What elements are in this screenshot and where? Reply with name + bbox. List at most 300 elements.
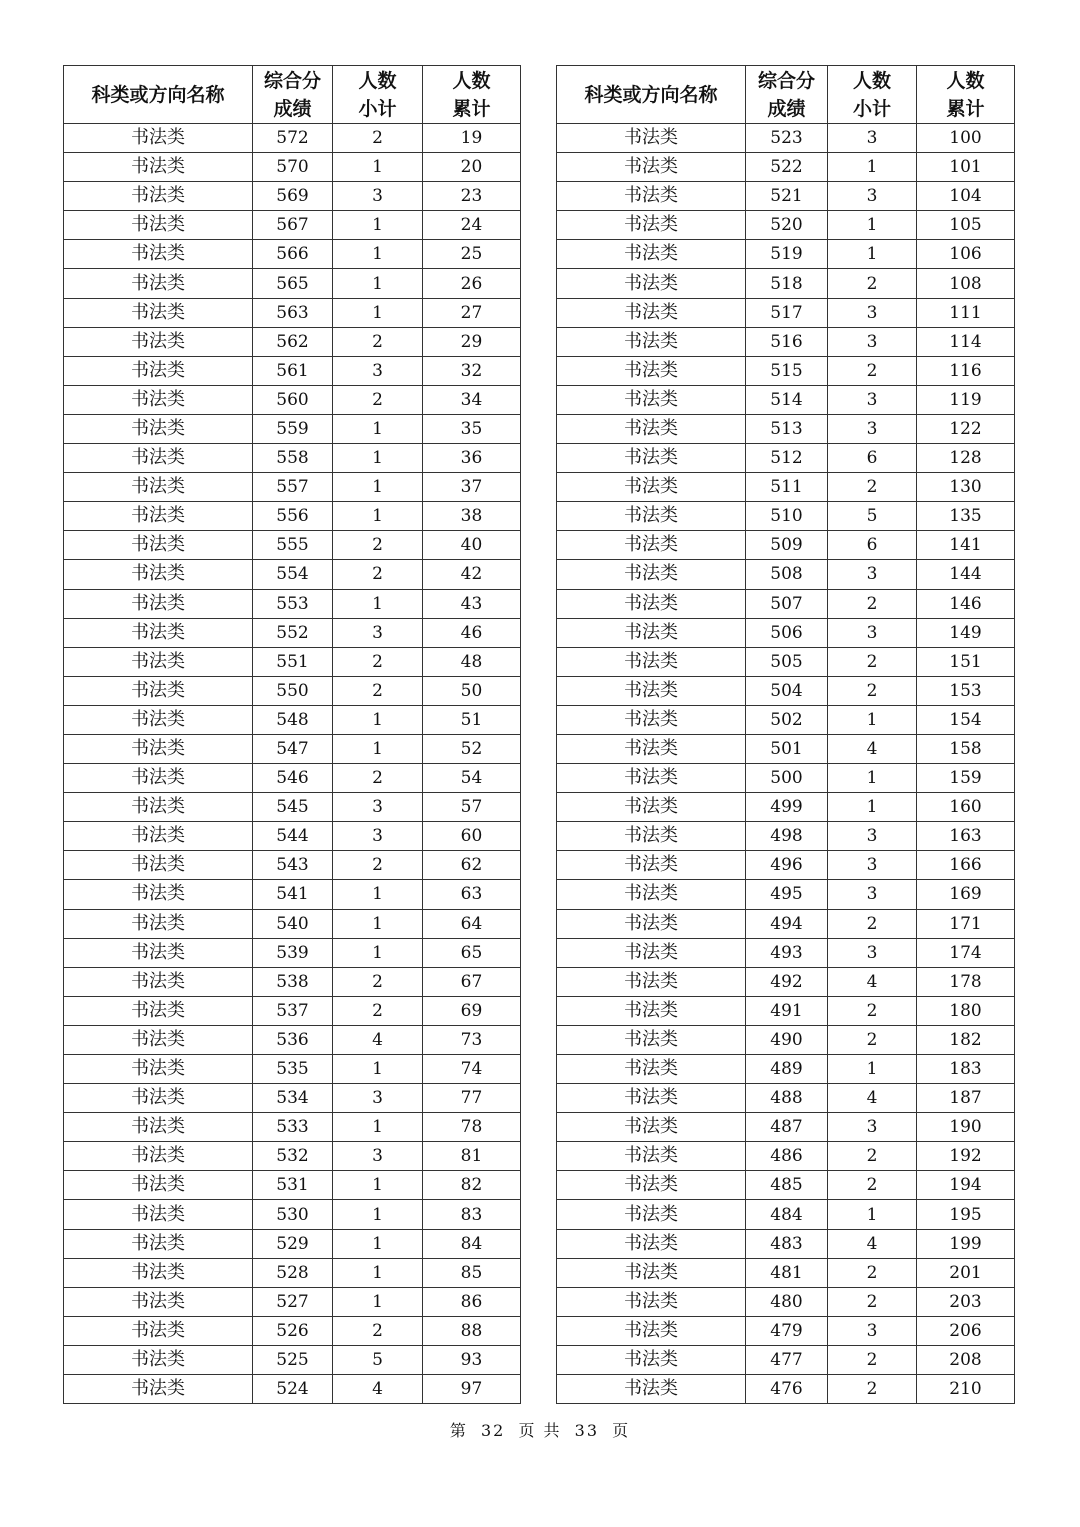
table-row [64, 560, 521, 589]
cell-count: 1 [333, 502, 423, 531]
cell-count: 3 [333, 1142, 423, 1171]
cell-category-name: 书法类 [557, 793, 746, 822]
cell-cumulative: 208 [917, 1345, 1015, 1374]
cell-count: 6 [828, 444, 917, 473]
table-row [557, 298, 1015, 327]
header-cumulative: 人数 累计 [423, 66, 521, 124]
table-row [557, 734, 1015, 763]
cell-category-name: 书法类 [64, 269, 253, 298]
table-row [64, 1258, 521, 1287]
table-row [557, 909, 1015, 938]
cell-count: 2 [333, 647, 423, 676]
cell-category-name: 书法类 [557, 560, 746, 589]
cell-count: 3 [333, 1084, 423, 1113]
cell-count: 4 [333, 1025, 423, 1054]
cell-cumulative: 114 [917, 327, 1015, 356]
cell-score: 513 [746, 414, 828, 443]
cell-count: 1 [333, 153, 423, 182]
cell-category-name: 书法类 [64, 1025, 253, 1054]
cell-category-name: 书法类 [64, 1287, 253, 1316]
cell-category-name: 书法类 [557, 356, 746, 385]
cell-score: 487 [746, 1113, 828, 1142]
cell-category-name: 书法类 [557, 764, 746, 793]
cell-count: 2 [828, 676, 917, 705]
cell-cumulative: 190 [917, 1113, 1015, 1142]
cell-cumulative: 116 [917, 356, 1015, 385]
cell-count: 1 [333, 880, 423, 909]
table-row [557, 589, 1015, 618]
cell-count: 1 [333, 444, 423, 473]
cell-count: 2 [828, 996, 917, 1025]
page-footer [0, 1418, 1080, 1441]
header-category-name: 科类或方向名称 [557, 66, 746, 124]
cell-category-name: 书法类 [64, 589, 253, 618]
cell-cumulative: 100 [917, 124, 1015, 153]
footer-page-number: 32 [481, 1421, 506, 1440]
header-count: 人数 小计 [333, 66, 423, 124]
cell-count: 2 [333, 124, 423, 153]
footer-total-pages: 33 [574, 1421, 599, 1440]
cell-cumulative: 194 [917, 1171, 1015, 1200]
table-row [557, 1171, 1015, 1200]
cell-category-name: 书法类 [557, 1200, 746, 1229]
table-row [64, 676, 521, 705]
cell-category-name: 书法类 [64, 1375, 253, 1404]
cell-cumulative: 60 [423, 822, 521, 851]
cell-count: 2 [333, 531, 423, 560]
cell-cumulative: 149 [917, 618, 1015, 647]
cell-category-name: 书法类 [557, 1142, 746, 1171]
cell-cumulative: 40 [423, 531, 521, 560]
cell-score: 509 [746, 531, 828, 560]
cell-category-name: 书法类 [557, 1229, 746, 1258]
cell-score: 525 [253, 1345, 333, 1374]
cell-count: 1 [828, 211, 917, 240]
cell-count: 3 [828, 1113, 917, 1142]
table-row [557, 182, 1015, 211]
cell-score: 520 [746, 211, 828, 240]
cell-score: 489 [746, 1055, 828, 1084]
cell-cumulative: 154 [917, 705, 1015, 734]
cell-category-name: 书法类 [557, 676, 746, 705]
table-row [557, 124, 1015, 153]
cell-count: 4 [828, 1229, 917, 1258]
cell-count: 1 [333, 909, 423, 938]
cell-cumulative: 151 [917, 647, 1015, 676]
cell-category-name: 书法类 [557, 996, 746, 1025]
cell-count: 5 [333, 1345, 423, 1374]
cell-category-name: 书法类 [64, 1055, 253, 1084]
cell-score: 527 [253, 1287, 333, 1316]
table-row [557, 647, 1015, 676]
cell-score: 555 [253, 531, 333, 560]
cell-cumulative: 171 [917, 909, 1015, 938]
cell-cumulative: 48 [423, 647, 521, 676]
cell-score: 521 [746, 182, 828, 211]
table-row [64, 473, 521, 502]
cell-score: 480 [746, 1287, 828, 1316]
cell-score: 517 [746, 298, 828, 327]
table-row [64, 1345, 521, 1374]
cell-score: 523 [746, 124, 828, 153]
cell-category-name: 书法类 [64, 938, 253, 967]
cell-cumulative: 153 [917, 676, 1015, 705]
cell-score: 553 [253, 589, 333, 618]
cell-score: 560 [253, 385, 333, 414]
cell-score: 554 [253, 560, 333, 589]
cell-category-name: 书法类 [64, 647, 253, 676]
cell-score: 505 [746, 647, 828, 676]
cell-score: 479 [746, 1316, 828, 1345]
cell-count: 1 [828, 1200, 917, 1229]
table-row [64, 1142, 521, 1171]
cell-category-name: 书法类 [64, 502, 253, 531]
cell-score: 540 [253, 909, 333, 938]
footer-mid: 页 共 [518, 1421, 562, 1440]
cell-score: 528 [253, 1258, 333, 1287]
cell-category-name: 书法类 [64, 909, 253, 938]
cell-count: 1 [333, 414, 423, 443]
cell-cumulative: 160 [917, 793, 1015, 822]
cell-category-name: 书法类 [64, 618, 253, 647]
cell-cumulative: 50 [423, 676, 521, 705]
cell-count: 2 [828, 1287, 917, 1316]
cell-count: 2 [828, 356, 917, 385]
cell-category-name: 书法类 [64, 822, 253, 851]
cell-cumulative: 206 [917, 1316, 1015, 1345]
cell-count: 2 [333, 676, 423, 705]
cell-score: 569 [253, 182, 333, 211]
cell-score: 501 [746, 734, 828, 763]
table-row [557, 531, 1015, 560]
table-row [557, 385, 1015, 414]
cell-category-name: 书法类 [557, 589, 746, 618]
cell-cumulative: 111 [917, 298, 1015, 327]
cell-category-name: 书法类 [557, 385, 746, 414]
cell-category-name: 书法类 [64, 705, 253, 734]
cell-cumulative: 174 [917, 938, 1015, 967]
cell-count: 5 [828, 502, 917, 531]
cell-category-name: 书法类 [64, 473, 253, 502]
cell-score: 534 [253, 1084, 333, 1113]
cell-score: 477 [746, 1345, 828, 1374]
table-row [557, 1229, 1015, 1258]
table-row [557, 1113, 1015, 1142]
cell-category-name: 书法类 [557, 502, 746, 531]
cell-count: 1 [828, 1055, 917, 1084]
cell-cumulative: 52 [423, 734, 521, 763]
cell-category-name: 书法类 [557, 473, 746, 502]
cell-score: 495 [746, 880, 828, 909]
cell-count: 1 [828, 153, 917, 182]
cell-cumulative: 84 [423, 1229, 521, 1258]
cell-cumulative: 57 [423, 793, 521, 822]
cell-cumulative: 192 [917, 1142, 1015, 1171]
cell-count: 1 [333, 298, 423, 327]
cell-score: 515 [746, 356, 828, 385]
cell-score: 562 [253, 327, 333, 356]
cell-category-name: 书法类 [557, 880, 746, 909]
cell-count: 2 [828, 473, 917, 502]
table-row [64, 822, 521, 851]
cell-count: 1 [333, 1258, 423, 1287]
cell-category-name: 书法类 [64, 1316, 253, 1345]
cell-score: 561 [253, 356, 333, 385]
cell-category-name: 书法类 [557, 1345, 746, 1374]
cell-score: 490 [746, 1025, 828, 1054]
table-row [64, 938, 521, 967]
cell-count: 3 [333, 822, 423, 851]
table-row [64, 444, 521, 473]
table-row [557, 705, 1015, 734]
cell-score: 556 [253, 502, 333, 531]
cell-category-name: 书法类 [64, 1258, 253, 1287]
cell-cumulative: 65 [423, 938, 521, 967]
footer-suffix: 页 [612, 1421, 631, 1440]
footer-prefix: 第 [449, 1421, 468, 1440]
cell-count: 1 [333, 473, 423, 502]
cell-cumulative: 101 [917, 153, 1015, 182]
cell-count: 3 [828, 560, 917, 589]
cell-count: 2 [828, 1345, 917, 1374]
table-row [64, 793, 521, 822]
cell-category-name: 书法类 [557, 124, 746, 153]
cell-cumulative: 146 [917, 589, 1015, 618]
cell-cumulative: 93 [423, 1345, 521, 1374]
table-row [64, 531, 521, 560]
cell-count: 1 [333, 1287, 423, 1316]
cell-category-name: 书法类 [64, 124, 253, 153]
cell-score: 538 [253, 967, 333, 996]
cell-score: 551 [253, 647, 333, 676]
table-header-row [64, 66, 521, 124]
table-row [557, 996, 1015, 1025]
cell-category-name: 书法类 [557, 1084, 746, 1113]
cell-count: 3 [828, 822, 917, 851]
cell-count: 4 [828, 967, 917, 996]
cell-cumulative: 51 [423, 705, 521, 734]
cell-count: 1 [333, 589, 423, 618]
cell-cumulative: 43 [423, 589, 521, 618]
cell-category-name: 书法类 [557, 1025, 746, 1054]
cell-cumulative: 54 [423, 764, 521, 793]
cell-score: 570 [253, 153, 333, 182]
cell-score: 504 [746, 676, 828, 705]
table-row [64, 240, 521, 269]
table-row [64, 502, 521, 531]
cell-category-name: 书法类 [64, 182, 253, 211]
cell-score: 516 [746, 327, 828, 356]
table-row [64, 647, 521, 676]
cell-cumulative: 67 [423, 967, 521, 996]
cell-category-name: 书法类 [64, 414, 253, 443]
header-score: 综合分 成绩 [746, 66, 828, 124]
cell-cumulative: 81 [423, 1142, 521, 1171]
table-row [557, 1025, 1015, 1054]
cell-cumulative: 105 [917, 211, 1015, 240]
cell-count: 3 [333, 182, 423, 211]
table-row [557, 153, 1015, 182]
cell-category-name: 书法类 [64, 1345, 253, 1374]
cell-score: 567 [253, 211, 333, 240]
cell-count: 1 [333, 1055, 423, 1084]
cell-category-name: 书法类 [64, 240, 253, 269]
cell-score: 537 [253, 996, 333, 1025]
cell-count: 1 [333, 1229, 423, 1258]
cell-count: 3 [828, 1316, 917, 1345]
cell-cumulative: 38 [423, 502, 521, 531]
table-row [557, 1287, 1015, 1316]
cell-category-name: 书法类 [557, 705, 746, 734]
cell-cumulative: 180 [917, 996, 1015, 1025]
table-row [64, 124, 521, 153]
cell-cumulative: 178 [917, 967, 1015, 996]
cell-count: 3 [333, 793, 423, 822]
cell-category-name: 书法类 [64, 444, 253, 473]
score-table-left [63, 65, 521, 1404]
cell-category-name: 书法类 [64, 385, 253, 414]
cell-count: 1 [333, 240, 423, 269]
table-header-row [557, 66, 1015, 124]
header-cumulative: 人数 累计 [917, 66, 1015, 124]
cell-score: 514 [746, 385, 828, 414]
cell-score: 499 [746, 793, 828, 822]
cell-cumulative: 128 [917, 444, 1015, 473]
cell-cumulative: 35 [423, 414, 521, 443]
cell-score: 524 [253, 1375, 333, 1404]
cell-score: 502 [746, 705, 828, 734]
cell-cumulative: 182 [917, 1025, 1015, 1054]
cell-count: 3 [828, 327, 917, 356]
cell-count: 2 [333, 996, 423, 1025]
cell-count: 2 [828, 589, 917, 618]
cell-score: 557 [253, 473, 333, 502]
cell-score: 485 [746, 1171, 828, 1200]
table-row [64, 1375, 521, 1404]
cell-count: 1 [333, 1171, 423, 1200]
cell-score: 545 [253, 793, 333, 822]
cell-score: 565 [253, 269, 333, 298]
cell-cumulative: 104 [917, 182, 1015, 211]
table-row [64, 996, 521, 1025]
cell-cumulative: 83 [423, 1200, 521, 1229]
cell-category-name: 书法类 [557, 822, 746, 851]
cell-cumulative: 24 [423, 211, 521, 240]
cell-category-name: 书法类 [64, 967, 253, 996]
cell-score: 547 [253, 734, 333, 763]
cell-cumulative: 97 [423, 1375, 521, 1404]
cell-cumulative: 26 [423, 269, 521, 298]
cell-score: 572 [253, 124, 333, 153]
cell-count: 1 [333, 705, 423, 734]
cell-score: 532 [253, 1142, 333, 1171]
cell-count: 2 [828, 1171, 917, 1200]
cell-category-name: 书法类 [64, 793, 253, 822]
table-row [64, 618, 521, 647]
cell-cumulative: 42 [423, 560, 521, 589]
table-row [64, 385, 521, 414]
table-row [557, 676, 1015, 705]
cell-score: 494 [746, 909, 828, 938]
cell-category-name: 书法类 [64, 880, 253, 909]
cell-cumulative: 199 [917, 1229, 1015, 1258]
cell-cumulative: 88 [423, 1316, 521, 1345]
cell-score: 531 [253, 1171, 333, 1200]
cell-category-name: 书法类 [64, 560, 253, 589]
cell-cumulative: 166 [917, 851, 1015, 880]
cell-count: 3 [828, 298, 917, 327]
cell-count: 3 [828, 880, 917, 909]
cell-cumulative: 119 [917, 385, 1015, 414]
cell-category-name: 书法类 [64, 734, 253, 763]
cell-category-name: 书法类 [557, 444, 746, 473]
table-row [557, 1055, 1015, 1084]
cell-count: 4 [333, 1375, 423, 1404]
cell-count: 2 [828, 647, 917, 676]
cell-count: 1 [828, 705, 917, 734]
table-row [557, 1200, 1015, 1229]
cell-cumulative: 63 [423, 880, 521, 909]
cell-score: 526 [253, 1316, 333, 1345]
cell-score: 548 [253, 705, 333, 734]
cell-category-name: 书法类 [64, 356, 253, 385]
table-row [64, 1200, 521, 1229]
table-row [557, 1258, 1015, 1287]
table-row [557, 764, 1015, 793]
cell-category-name: 书法类 [557, 734, 746, 763]
cell-score: 511 [746, 473, 828, 502]
cell-category-name: 书法类 [557, 1287, 746, 1316]
table-row [557, 1084, 1015, 1113]
cell-score: 539 [253, 938, 333, 967]
table-row [64, 1287, 521, 1316]
table-row [64, 880, 521, 909]
table-row [557, 473, 1015, 502]
cell-cumulative: 169 [917, 880, 1015, 909]
cell-count: 2 [828, 1025, 917, 1054]
cell-cumulative: 82 [423, 1171, 521, 1200]
cell-category-name: 书法类 [64, 851, 253, 880]
cell-cumulative: 183 [917, 1055, 1015, 1084]
table-row [64, 414, 521, 443]
cell-cumulative: 78 [423, 1113, 521, 1142]
cell-count: 3 [828, 124, 917, 153]
cell-score: 481 [746, 1258, 828, 1287]
cell-cumulative: 46 [423, 618, 521, 647]
cell-score: 536 [253, 1025, 333, 1054]
cell-score: 510 [746, 502, 828, 531]
cell-category-name: 书法类 [64, 996, 253, 1025]
table-row [557, 618, 1015, 647]
cell-cumulative: 159 [917, 764, 1015, 793]
table-row [557, 356, 1015, 385]
table-row [64, 1171, 521, 1200]
cell-cumulative: 163 [917, 822, 1015, 851]
table-row [64, 1025, 521, 1054]
table-row [557, 211, 1015, 240]
cell-category-name: 书法类 [64, 1171, 253, 1200]
cell-count: 1 [333, 1113, 423, 1142]
cell-count: 2 [828, 1375, 917, 1404]
table-row [64, 269, 521, 298]
cell-cumulative: 201 [917, 1258, 1015, 1287]
cell-category-name: 书法类 [557, 211, 746, 240]
cell-count: 3 [828, 851, 917, 880]
cell-cumulative: 108 [917, 269, 1015, 298]
cell-score: 533 [253, 1113, 333, 1142]
cell-cumulative: 32 [423, 356, 521, 385]
table-row [64, 153, 521, 182]
